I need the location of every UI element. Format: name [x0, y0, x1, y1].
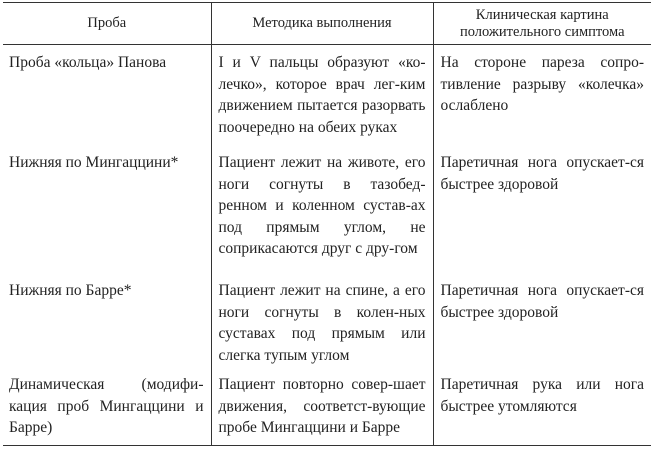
cell-method: Пациент лежит на животе, его ноги согнуты в тазобед-ренном и коленном сустав-ах под прямым углом, не соприкасаются друг с дру-гом [211, 145, 433, 273]
cell-method: Пациент повторно совер-шает движения, соответст-вующие пробе Мингаццини и Барре [211, 367, 433, 445]
table-row [3, 145, 651, 273]
cell-clinical: Паретичная нога опускает-ся быстрее здоровой [433, 273, 651, 367]
table-row [3, 45, 651, 146]
header-clinical-picture: Клиническая картина положительного симптома [433, 3, 651, 45]
cell-test: Нижняя по Барре* [3, 273, 211, 367]
cell-test: Динамическая (модифи-кация проб Мингаццини и Барре) [3, 367, 211, 445]
cell-method: I и V пальцы образуют «ко-лечко», которое врач лег-ким движением пытается разорвать поочередно на обеих руках [211, 45, 433, 146]
table-header-row [3, 3, 651, 45]
cell-test: Нижняя по Мингаццини* [3, 145, 211, 273]
table-row [3, 367, 651, 445]
cell-clinical: На стороне пареза сопро-тивление разрыву «колечка» ослаблено [433, 45, 651, 146]
table-row [3, 273, 651, 367]
symptom-tests-table [3, 2, 651, 446]
cell-clinical: Паретичная рука или нога быстрее утомляются [433, 367, 651, 445]
header-method: Методика выполнения [211, 3, 433, 45]
cell-method: Пациент лежит на спине, а его ноги согнуты в колен-ных суставах под прямым или слегка тупым углом [211, 273, 433, 367]
cell-test: Проба «кольца» Панова [3, 45, 211, 146]
header-test: Проба [3, 3, 211, 45]
cell-clinical: Паретичная нога опускает-ся быстрее здоровой [433, 145, 651, 273]
